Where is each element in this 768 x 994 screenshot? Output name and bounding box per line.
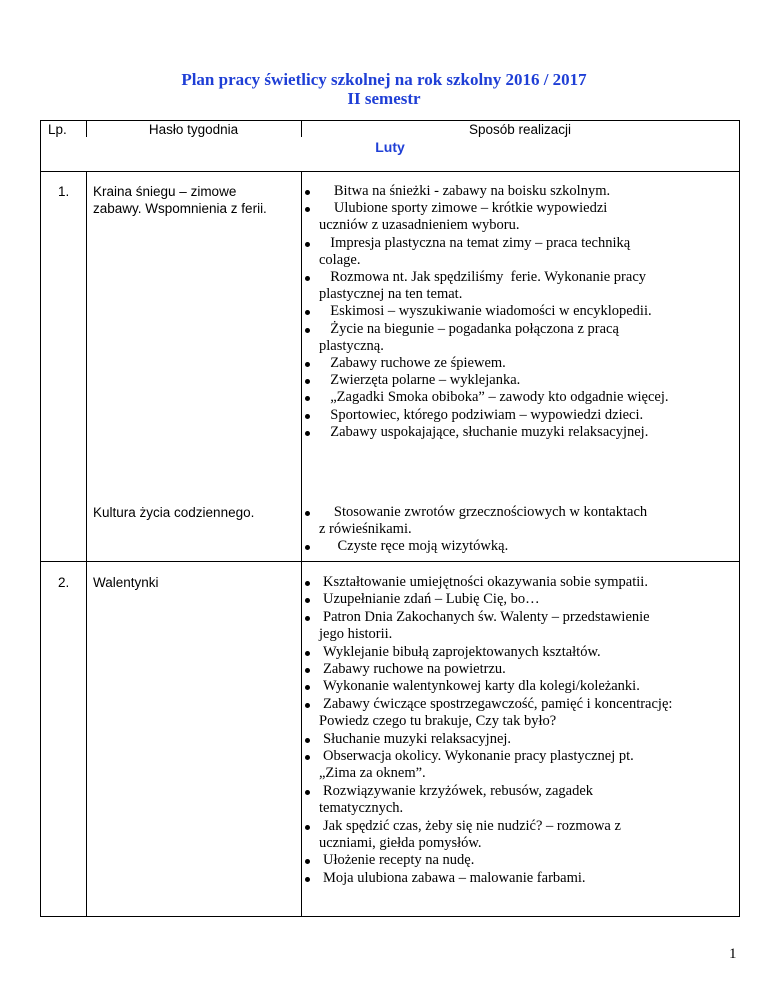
bullet-icon — [305, 511, 310, 516]
bullet-icon — [305, 328, 310, 333]
activity-line: Zabawy uspokajające, słuchanie muzyki relaksacyjnej. — [323, 423, 649, 440]
bullet-icon — [305, 668, 310, 673]
bullet-icon — [305, 414, 310, 419]
activity-line: plastycznej na ten temat. — [319, 286, 463, 303]
activity-line: Obserwacja okolicy. Wykonanie pracy plastycznej pt. — [323, 748, 634, 764]
row-2-lp: 2. — [58, 575, 70, 590]
bullet-icon — [305, 616, 310, 621]
activity-line: Zwierzęta polarne – wyklejanka. — [323, 372, 521, 389]
bullet-icon — [305, 362, 310, 367]
bullet-icon — [305, 825, 310, 830]
activity-line: „Zagadki Smoka obiboka” – zawody kto odgadnie więcej. — [323, 389, 669, 406]
bullet-icon — [305, 703, 310, 708]
activity-line: Impresja plastyczna na temat zimy – praca techniką — [323, 234, 631, 251]
activity-line: plastyczną. — [319, 337, 384, 354]
activity-line: uczniów z uzasadnieniem wyboru. — [319, 217, 520, 234]
bullet-icon — [305, 685, 310, 690]
bullet-icon — [305, 859, 310, 864]
activity-line: Słuchanie muzyki relaksacyjnej. — [323, 730, 512, 747]
bullet-icon — [305, 379, 310, 384]
activity-line: Sportowiec, którego podziwiam – wypowiedzi dzieci. — [323, 406, 644, 423]
activity-line: Życie na biegunie – pogadanka połączona z pracą — [323, 320, 619, 337]
header-haslo: Hasło tygodnia — [148, 122, 239, 137]
bullet-icon — [305, 581, 310, 586]
activity-line: Zabawy ruchowe ze śpiewem. — [323, 355, 506, 371]
row-1-haslo-line-2: zabawy. Wspomnienia z ferii. — [93, 201, 267, 216]
activity-line: z rówieśnikami. — [319, 521, 412, 538]
row-2-haslo: Walentynki — [93, 575, 159, 590]
activity-line: Moja ulubiona zabawa – malowanie farbami. — [323, 869, 586, 886]
activity-line: colage. — [319, 251, 361, 268]
activity-line: Ułożenie recepty na nudę. — [323, 852, 475, 869]
activity-line: Uzupełnianie zdań – Lubię Cię, bo… — [323, 591, 540, 608]
bullet-icon — [305, 790, 310, 795]
activity-line: Jak spędzić czas, żeby się nie nudzić? – rozmowa z — [323, 817, 621, 834]
page-title: Plan pracy świetlicy szkolnej na rok szkolny 2016 / 2017 — [181, 70, 587, 89]
activity-line: Kształtowanie umiejętności okazywania sobie sympatii. — [323, 574, 648, 590]
header-sposob: Sposób realizacji — [468, 122, 572, 137]
activity-line: Czyste ręce moją wizytówką. — [323, 538, 509, 555]
activity-line: Zabawy ćwiczące spostrzegawczość, pamięć i koncentrację: — [323, 695, 673, 712]
activity-line: Wykonanie walentynkowej karty dla kolegi/koleżanki. — [323, 678, 640, 695]
bullet-icon — [305, 242, 310, 247]
activity-line: Rozwiązywanie krzyżówek, rebusów, zagadek — [323, 782, 594, 799]
bullet-icon — [305, 207, 310, 212]
activity-line: tematycznych. — [319, 800, 404, 817]
bullet-icon — [305, 877, 310, 882]
row-1-lp: 1. — [58, 184, 70, 199]
row-1-haslo-line-1: Kraina śniegu – zimowe — [93, 184, 237, 199]
header-lp: Lp. — [48, 122, 67, 137]
activity-line: Stosowanie zwrotów grzecznościowych w kontaktach — [323, 504, 648, 520]
bullet-icon — [305, 396, 310, 401]
row-1b-haslo: Kultura życia codziennego. — [93, 505, 255, 520]
page-subtitle: II semestr — [347, 89, 421, 108]
activity-line: Ulubione sporty zimowe – krótkie wypowiedzi — [323, 200, 608, 217]
activity-line: Wyklejanie bibułą zaprojektowanych kształtów. — [323, 643, 601, 660]
bullet-icon — [305, 190, 310, 195]
activity-line: Zabawy ruchowe na powietrzu. — [323, 661, 506, 677]
bullet-icon — [305, 651, 310, 656]
month-label: Luty — [375, 139, 405, 155]
activity-line: Rozmowa nt. Jak spędziliśmy ferie. Wykonanie pracy — [323, 269, 647, 285]
activity-line: Powiedz czego tu brakuje, Czy tak było? — [319, 713, 557, 730]
bullet-icon — [305, 276, 310, 281]
activity-line: Bitwa na śnieżki - zabawy na boisku szkolnym. — [323, 183, 611, 199]
page-number: 1 — [729, 946, 737, 962]
bullet-icon — [305, 310, 310, 315]
activity-line: Eskimosi – wyszukiwanie wiadomości w encyklopedii. — [323, 303, 652, 320]
bullet-icon — [305, 738, 310, 743]
activity-line: „Zima za oknem”. — [319, 765, 426, 782]
bullet-icon — [305, 545, 310, 550]
activity-line: jego historii. — [319, 626, 393, 643]
bullet-icon — [305, 431, 310, 436]
bullet-icon — [305, 755, 310, 760]
bullet-icon — [305, 598, 310, 603]
activity-line: Patron Dnia Zakochanych św. Walenty – przedstawienie — [323, 608, 650, 625]
activity-line: uczniami, giełda pomysłów. — [319, 835, 482, 851]
